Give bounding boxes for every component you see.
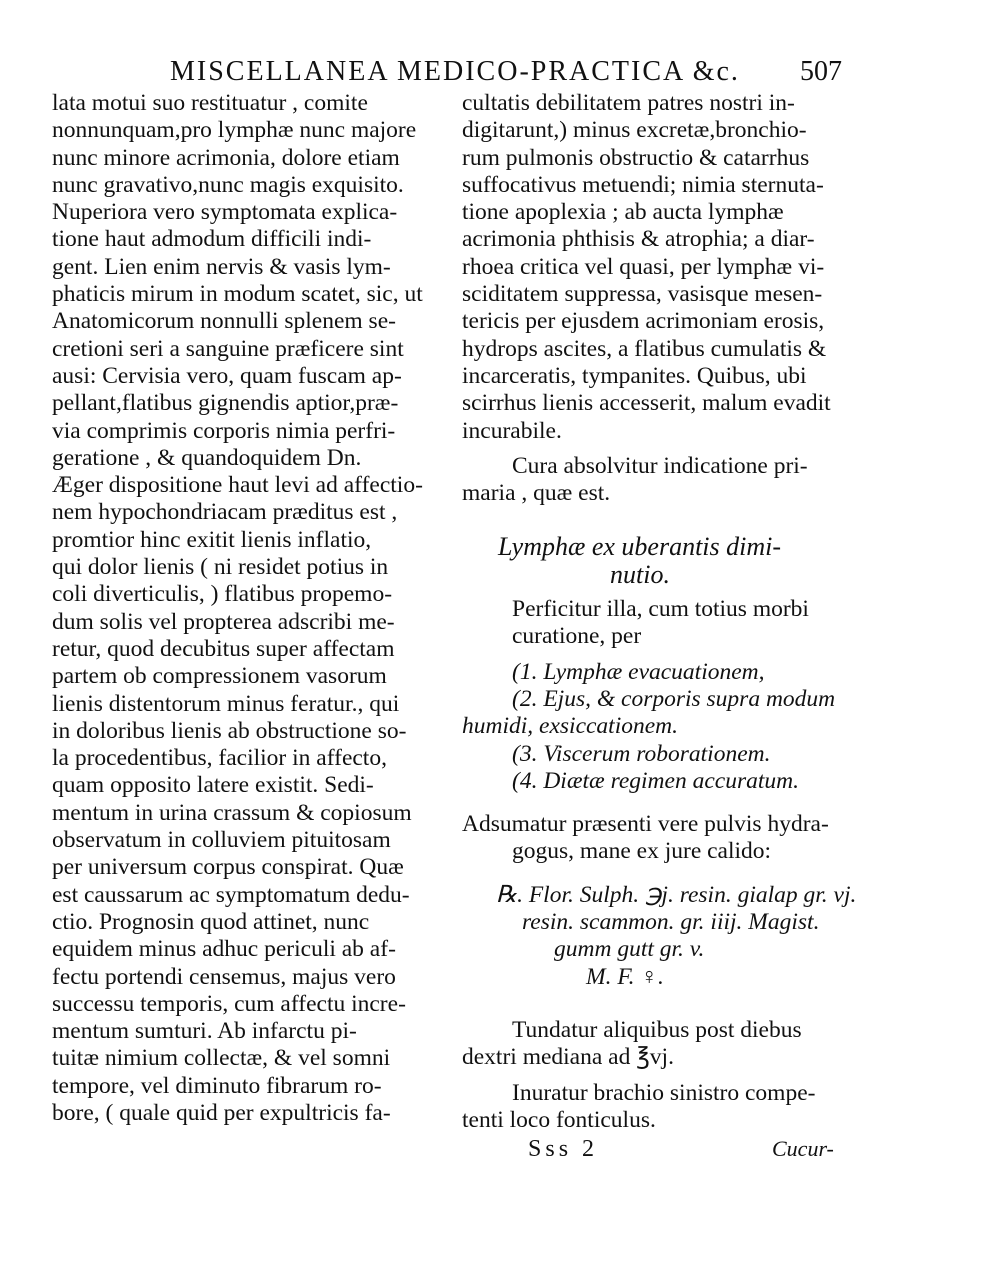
text-line: est caussarum ac symptomatum dedu-	[52, 881, 410, 908]
text-line: hydrops ascites, a flatibus cumulatis &	[462, 335, 827, 362]
recipe-line: M. F. ♀.	[586, 963, 664, 990]
running-title: MISCELLANEA MEDICO-PRACTICA &c.	[170, 56, 740, 87]
text-line: cultatis debilitatem patres nostri in-	[462, 90, 795, 116]
page-number: 507	[800, 56, 842, 87]
text-line: in doloribus lienis ab obstructione so-	[52, 717, 407, 744]
text-line: nunc gravativo,nunc magis exquisito.	[52, 171, 404, 198]
text-line: partem ob compressionem vasorum	[52, 663, 387, 690]
perficitur-line: Perficitur illa, cum totius morbi	[512, 596, 809, 623]
text-line: coli diverticulis, ) flatibus propemo-	[52, 581, 393, 608]
section-heading: nutio.	[610, 559, 670, 589]
text-line: promtior hinc exitit lienis inflatio,	[52, 526, 372, 553]
text-line: ctio. Prognosin quod attinet, nunc	[52, 908, 370, 935]
inuratur-line: tenti loco fonticulus.	[462, 1106, 656, 1133]
cura-line: maria , quæ est.	[462, 480, 611, 507]
enumeration-item: (2. Ejus, & corporis supra modum	[512, 685, 836, 712]
section-heading: Lymphæ ex uberantis dimi-	[498, 532, 782, 562]
enumeration-item: (4. Diætæ regimen accuratum.	[512, 767, 799, 794]
tundatur-line: Tundatur aliquibus post diebus	[512, 1016, 802, 1043]
catchword: Cucur-	[772, 1136, 834, 1161]
text-line: tione apoplexia ; ab aucta lymphæ	[462, 199, 784, 226]
text-line: nunc minore acrimonia, dolore etiam	[52, 144, 400, 171]
text-line: tione haut admodum difficili indi-	[52, 226, 372, 253]
text-line: nem hypochondriacam præditus est ,	[52, 499, 398, 526]
text-line: mentum in urina crassum & copiosum	[52, 799, 412, 826]
text-line: retur, quod decubitus super affectam	[52, 635, 395, 662]
text-line: via comprimis corporis nimia perfri-	[52, 417, 396, 444]
text-line: nonnunquam,pro lymphæ nunc majore	[52, 117, 417, 144]
text-line: sciditatem suppressa, vasisque mesen-	[462, 281, 823, 308]
text-line: Anatomicorum nonnulli splenem se-	[52, 308, 396, 335]
inuratur-line: Inuratur brachio sinistro compe-	[512, 1079, 816, 1106]
text-line: Æger dispositione haut levi ad affectio-	[52, 472, 423, 499]
text-line: ausi: Cervisia vero, quam fuscam ap-	[52, 362, 402, 389]
text-line: dum solis vel propterea adscribi me-	[52, 608, 395, 635]
perficitur-line: curatione, per	[512, 623, 642, 650]
text-line: rhoea critica vel quasi, per lymphæ vi-	[462, 253, 825, 280]
text-line: geratione , & quandoquidem Dn.	[52, 444, 362, 471]
text-line: la procedentibus, facilior in affecto,	[52, 745, 387, 772]
text-line: rum pulmonis obstructio & catarrhus	[462, 144, 810, 171]
recipe-line: resin. scammon. gr. iiij. Magist.	[522, 909, 820, 936]
text-line: acrimonia phthisis & atrophia; a diar-	[462, 226, 815, 253]
text-line: per universum corpus conspirat. Quæ	[52, 854, 404, 881]
enumeration-item: (1. Lymphæ evacuationem,	[512, 658, 765, 685]
text-line: quam opposito latere existit. Sedi-	[52, 772, 374, 799]
right-column	[462, 90, 862, 1134]
text-line: tericis per ejusdem acrimoniam erosis,	[462, 308, 825, 335]
adsumatur-line: Adsumatur præsenti vere pulvis hydra-	[462, 811, 829, 838]
text-line: pellant,flatibus gignendis aptior,præ-	[52, 390, 399, 417]
text-line: successu temporis, cum affectu incre-	[52, 990, 406, 1017]
text-line: fectu portendi censemus, majus vero	[52, 963, 396, 990]
text-line: digitarunt,) minus excretæ,bronchio-	[462, 117, 807, 144]
recipe-line: ℞. Flor. Sulph. ℈j. resin. gialap gr. vj.	[496, 881, 857, 908]
text-line: phaticis mirum in modum scatet, sic, ut	[52, 281, 423, 308]
enumeration-item: humidi, exsiccationem.	[462, 713, 679, 740]
adsumatur-line: gogus, mane ex jure calido:	[512, 838, 772, 865]
cura-line: Cura absolvitur indicatione pri-	[512, 452, 808, 479]
enumeration-item: (3. Viscerum roborationem.	[512, 740, 771, 767]
text-line: equidem minus adhuc periculi ab af-	[52, 936, 396, 963]
text-line: incurabile.	[462, 417, 562, 444]
text-line: lienis distentorum minus feratur., qui	[52, 690, 400, 717]
text-line: tempore, vel diminuto fibrarum ro-	[52, 1072, 382, 1099]
text-line: incarceratis, tympanites. Quibus, ubi	[462, 362, 807, 389]
left-column	[52, 90, 452, 1127]
text-line: tuitæ nimium collectæ, & vel somni	[52, 1045, 391, 1072]
text-line: Nuperiora vero symptomata explica-	[52, 199, 398, 226]
text-line: scirrhus lienis accesserit, malum evadit	[462, 390, 831, 417]
signature-mark: Sss 2	[528, 1136, 599, 1162]
text-line: gent. Lien enim nervis & vasis lym-	[52, 253, 391, 280]
text-line: lata motui suo restituatur , comite	[52, 90, 368, 116]
text-line: mentum sumturi. Ab infarctu pi-	[52, 1018, 357, 1045]
tundatur-line: dextri mediana ad ℥vj.	[462, 1044, 674, 1071]
text-line: qui dolor lienis ( ni residet potius in	[52, 554, 389, 581]
text-line: observatum in colluviem pituitosam	[52, 827, 391, 854]
text-line: suffocativus metuendi; nimia sternuta-	[462, 171, 824, 198]
text-line: cretioni seri a sanguine præficere sint	[52, 335, 404, 362]
text-line: bore, ( quale quid per expultricis fa-	[52, 1099, 391, 1126]
recipe-line: gumm gutt gr. v.	[554, 936, 705, 963]
